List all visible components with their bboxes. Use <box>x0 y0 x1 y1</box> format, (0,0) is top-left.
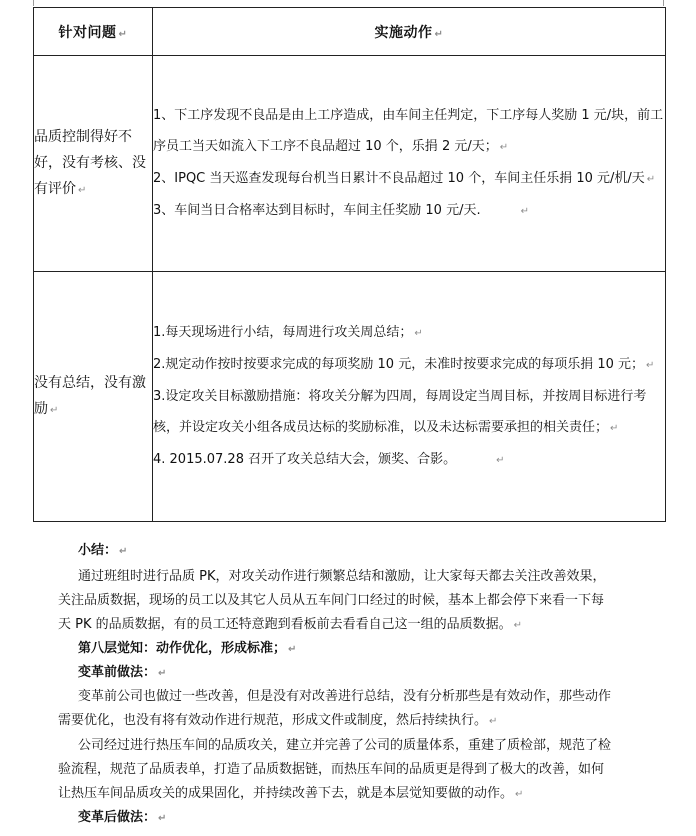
paragraph-mark: ↵ <box>50 404 59 416</box>
header-action-cell <box>153 8 666 56</box>
paragraph-mark: ↵ <box>499 142 509 153</box>
action-text: 1、下工序发现不良品是由上工序造成，由车间主任判定，下工序每人奖励 1 元/块，前工序员工当天如流入下工序不良品超过 10 个，乐捐 2 元/天； <box>153 108 664 154</box>
action-item <box>153 381 665 444</box>
action-text: 2、IPQC 当天巡查发现每台机当日累计不良品超过 10 个，车间主任乐捐 10 元/机/天 <box>153 171 645 186</box>
header-issue-cell <box>34 8 153 56</box>
before-paragraph-1: 变革前公司也做过一些改善，但是没有对改善进行总结，没有分析那些是有效动作，那些动作需要优化，也没有将有效动作进行规范，形成文件或制度，然后持续执行。 ↵ <box>58 689 612 728</box>
action-text: 3、车间当日合格率达到目标时，车间主任奖励 10 元/天. <box>153 203 481 218</box>
paragraph-mark: ↵ <box>434 28 444 40</box>
issue-cell <box>34 56 153 272</box>
paragraph-mark: ↵ <box>118 28 128 40</box>
header-action-label: 实施动作 <box>374 24 433 41</box>
paragraph-mark: ↵ <box>646 174 656 185</box>
action-item <box>153 349 665 381</box>
paragraph-mark: ↵ <box>158 813 167 824</box>
paragraph-mark: ↵ <box>119 546 128 557</box>
table-header-row <box>34 8 666 56</box>
after-heading: 变革后做法： ↵ <box>78 810 167 825</box>
paragraph-mark: ↵ <box>489 716 498 727</box>
paragraph-mark: ↵ <box>158 668 167 679</box>
action-item <box>153 100 665 163</box>
action-item <box>153 317 665 349</box>
summary-heading: 小结： ↵ <box>78 543 128 558</box>
paragraph-mark: ↵ <box>288 644 297 655</box>
paragraph-mark: ↵ <box>610 423 619 434</box>
summary-paragraph: 通过班组时进行品质 PK，对攻关动作进行频繁总结和激励，让大家每天都去关注改善效果，关注品质数据，现场的员工以及其它人员从五车间门口经过的时候，基本上都会停下来看一下每天 PK 的品质数据，有的员工还特意跑到看板前去看看自己这一组的品质数据。 ↵ <box>58 569 606 632</box>
issue-cell <box>34 272 153 522</box>
page-corner-mark-left <box>33 0 34 6</box>
actions-cell <box>153 56 666 272</box>
table-row <box>34 56 666 272</box>
section-heading: 第八层觉知：动作优化，形成标准； ↵ <box>78 641 297 656</box>
paragraph-mark: ↵ <box>520 206 529 217</box>
paragraph-mark: ↵ <box>78 184 87 196</box>
table-row <box>34 272 666 522</box>
issue-text: 没有总结，没有激励 <box>34 374 146 417</box>
header-issue-label: 针对问题 <box>58 24 117 41</box>
action-text: 1.每天现场进行小结，每周进行攻关周总结； <box>153 325 413 340</box>
paragraph-mark: ↵ <box>646 360 655 371</box>
action-text: 4. 2015.07.28 召开了攻关总结大会，颁奖、合影。 <box>153 452 457 467</box>
actions-cell <box>153 272 666 522</box>
before-heading: 变革前做法： ↵ <box>78 665 167 680</box>
paragraph-mark: ↵ <box>414 328 423 339</box>
paragraph-mark: ↵ <box>496 455 505 466</box>
issue-text: 品质控制得好不好，没有考核、没有评价 <box>34 128 146 197</box>
action-text: 3.设定攻关目标激励措施：将攻关分解为四周，每周设定当周目标，并按周目标进行考核，并设定攻关小组各成员达标的奖励标准，以及未达标需要承担的相关责任； <box>153 389 647 435</box>
action-item <box>153 195 665 227</box>
action-item <box>153 163 665 195</box>
before-paragraph-2: 公司经过进行热压车间的品质攻关，建立并完善了公司的质量体系，重建了质检部，规范了检验流程，规范了品质表单，打造了品质数据链，而热压车间的品质更是得到了极大的改善，如何让热压车间品质攻关的成果固化，并持续改善下去，就是本层觉知要做的动作。 ↵ <box>58 738 612 801</box>
action-text: 2.规定动作按时按要求完成的每项奖励 10 元，未准时按要求完成的每项乐捐 10 元； <box>153 357 645 372</box>
issue-action-table <box>33 7 666 522</box>
page-corner-mark-right <box>663 0 664 6</box>
paragraph-mark: ↵ <box>515 789 524 800</box>
action-item <box>153 444 665 476</box>
paragraph-mark: ↵ <box>513 620 523 631</box>
